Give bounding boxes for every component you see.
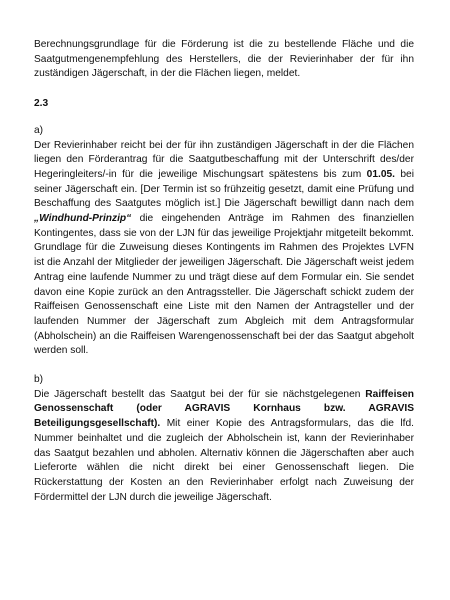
- deadline-date: 01.05.: [366, 168, 395, 180]
- subsection-b-label: b): [34, 374, 44, 386]
- b-text-1: Die Jägerschaft bestellt das Saatgut bei der für sie nächstgelegenen: [34, 388, 366, 400]
- intro-paragraph: Berechnungsgrundlage für die Förderung ist die zu bestellende Fläche und die Saatgutmengenempfehlung des Herstellers, die der Revierinhaber der für ihn zuständigen Jägerschaft, in der die Flächen liegen, meldet.: [34, 39, 414, 80]
- a-text-1: Der Revierinhaber reicht bei der für ihn zuständigen Jägerschaft in der die Flächen liegen den Förderantrag für die Saatgutbeschaffung mit der Unterschrift des/der Hegeringleiters/-in für die jeweilige Mischungsart spätestens bis zum: [34, 139, 414, 180]
- subsection-a-paragraph: [34, 139, 414, 360]
- subsection-b-paragraph: [34, 388, 414, 506]
- windhund-principle: „Windhund-Prinzip“: [34, 213, 132, 225]
- a-text-3: die eingehenden Anträge im Rahmen des finanziellen Kontingentes, dass sie von der LJN für das jeweilige Projektjahr mitgeteilt bekommt. Grundlage für die Zuweisung dieses Kontingents im Rahmen des Projektes LVFN ist die Anzahl der Mitglieder der jeweiligen Jägerschaft. Die Jägerschaft weist jedem Antrag eine laufende Nummer zu und trägt diese auf dem Formular ein. Sie sendet davon eine Kopie zurück an den Antragssteller. Die Jägerschaft schickt zudem der Raiffeisen Genossenschaft eine Liste mit den Namen der Antragsteller und der laufenden Nummer der Jägerschaft zum Abgleich mit dem Antragsformular (Abholschein) an die Raiffeisen Warengenossenschaft bei der das Saatgut abgeholt werden soll.: [34, 213, 414, 357]
- a-text-2: bei seiner Jägerschaft ein. [Der Termin ist so frühzeitig gesetzt, damit eine Prüfung und Beschaffung des Saatgutes möglich ist.] Die Jägerschaft bewilligt dann nach dem: [34, 168, 414, 210]
- b-text-2: Mit einer Kopie des Antragsformulars, das die lfd. Nummer beinhaltet und die zugleich der Abholschein ist, kann der Revierinhaber das Saatgut bezahlen und abholen. Alternativ können die Jägerschaften aber auch Lieferorte wählen die nicht direkt bei einer Genossenschaft liegen. Die Rückerstattung der Kosten an den Revierinhaber erfolgt nach Zuweisung der Fördermittel der LJN durch die jeweilige Jägerschaft.: [34, 418, 414, 503]
- subsection-a-label: a): [34, 124, 44, 136]
- raiffeisen-bold-text: Raiffeisen Genossenschaft (oder AGRAVIS Kornhaus bzw. AGRAVIS Beteiligungsgesellschaft).: [34, 388, 414, 430]
- section-heading: 2.3: [34, 98, 49, 110]
